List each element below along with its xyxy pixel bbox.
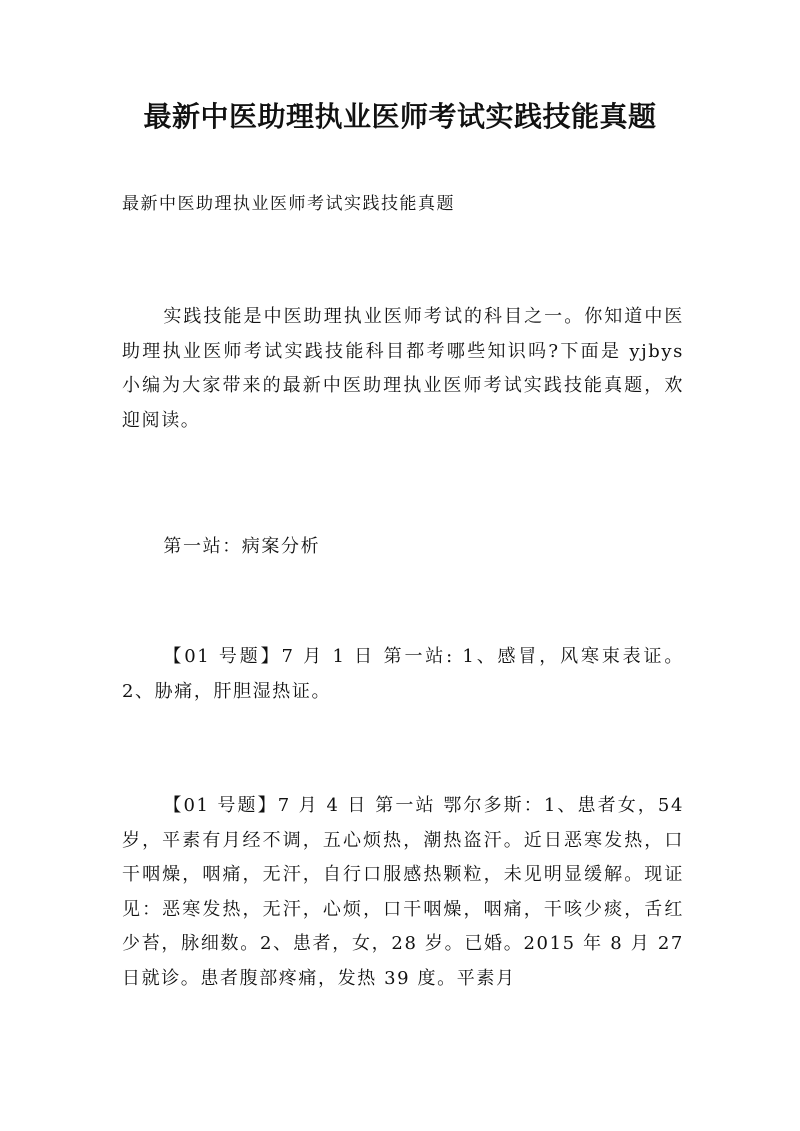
question-paragraph-2: 【01 号题】7 月 4 日 第一站 鄂尔多斯：1、患者女，54 岁，平素有月经不调，五心烦热，潮热盗汗。近日恶寒发热，口干咽燥，咽痛，无汗，自行口服感热颗粒，未见明显缓解。现证见：恶寒发热，无汗，心烦，口干咽燥，咽痛，干咳少痰，舌红少苔，脉细数。2、患者，女，28 岁。已婚。2015 年 8 月 27 日就诊。患者腹部疼痛，发热 39 度。平素月 [122, 795, 684, 989]
question-paragraph-1: 【01 号题】7 月 1 日 第一站: 1、感冒，风寒束表证。2、胁痛，肝胆湿热证。 [122, 646, 684, 702]
intro-paragraph: 实践技能是中医助理执业医师考试的科目之一。你知道中医助理执业医师考试实践技能科目都考哪些知识吗?下面是 yjbys 小编为大家带来的最新中医助理执业医师考试实践技能真题，欢迎阅读。 [122, 306, 684, 431]
document-subtitle: 最新中医助理执业医师考试实践技能真题 [122, 194, 455, 214]
station-heading: 第一站：病案分析 [163, 536, 321, 557]
document-title: 最新中医助理执业医师考试实践技能真题 [143, 100, 657, 133]
